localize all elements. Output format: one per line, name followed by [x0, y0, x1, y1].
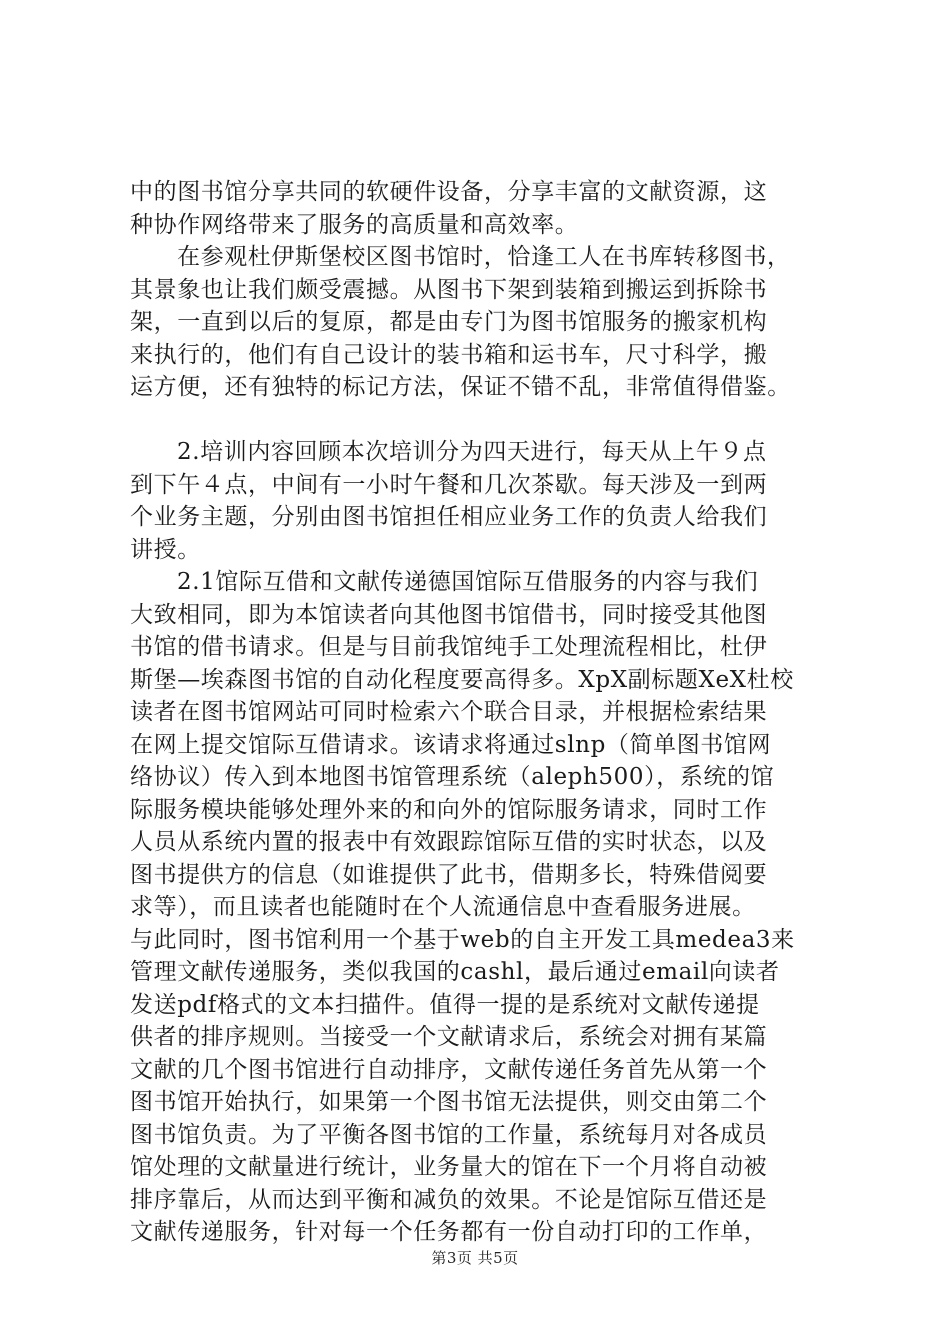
text-line: 斯堡—埃森图书馆的自动化程度要高得多。XpX副标题XeX杜校	[130, 666, 794, 693]
text-line: 际服务模块能够处理外来的和向外的馆际服务请求，同时工作	[130, 796, 768, 823]
paragraph-start-line: 在参观杜伊斯堡校区图书馆时，恰逢工人在书库转移图书，	[177, 244, 791, 270]
text-line: 其景象也让我们颇受震撼。从图书下架到装箱到搬运到拆除书	[130, 276, 768, 303]
text-line: 馆处理的文献量进行统计，业务量大的馆在下一个月将自动被	[130, 1154, 768, 1180]
text-line: 讲授。	[130, 536, 201, 563]
text-line: 图书馆负责。为了平衡各图书馆的工作量，系统每月对各成员	[130, 1121, 768, 1148]
text-line: 与此同时，图书馆利用一个基于web的自主开发工具medea3来	[130, 926, 795, 953]
section-heading-line: 2.培训内容回顾本次培训分为四天进行，每天从上午９点	[177, 439, 767, 465]
text-line: 书馆的借书请求。但是与目前我馆纯手工处理流程相比，杜伊	[130, 634, 768, 660]
subsection-heading-line: 2.1馆际互借和文献传递德国馆际互借服务的内容与我们	[177, 569, 759, 595]
document-body	[130, 176, 830, 1249]
text-line: 发送pdf格式的文本扫描件。值得一提的是系统对文献传递提	[130, 991, 760, 1018]
text-line: 运方便，还有独特的标记方法，保证不错不乱，非常值得借鉴。	[130, 374, 791, 400]
text-line: 供者的排序规则。当接受一个文献请求后，系统会对拥有某篇	[130, 1024, 768, 1050]
text-line: 种协作网络带来了服务的高质量和高效率。	[130, 211, 579, 238]
text-line: 到下午４点，中间有一小时午餐和几次茶歇。每天涉及一到两	[130, 471, 768, 498]
text-line: 文献的几个图书馆进行自动排序，文献传递任务首先从第一个	[130, 1056, 768, 1083]
page-number-footer: 第3页 共5页	[431, 1249, 519, 1267]
text-line: 来执行的，他们有自己设计的装书箱和运书车，尺寸科学，搬	[130, 341, 768, 368]
text-line: 人员从系统内置的报表中有效跟踪馆际互借的实时状态，以及	[130, 829, 768, 855]
text-line: 文献传递服务，针对每一个任务都有一份自动打印的工作单，	[130, 1219, 768, 1245]
text-line: 求等），而且读者也能随时在个人流通信息中查看服务进展。	[130, 894, 756, 920]
text-line: 管理文献传递服务，类似我国的cashl，最后通过email向读者	[130, 959, 780, 985]
text-line: 图书馆开始执行，如果第一个图书馆无法提供，则交由第二个	[130, 1089, 768, 1115]
text-line: 排序靠后，从而达到平衡和减负的效果。不论是馆际互借还是	[130, 1186, 768, 1213]
text-line: 读者在图书馆网站可同时检索六个联合目录，并根据检索结果	[130, 699, 768, 725]
text-line: 图书提供方的信息（如谁提供了此书，借期多长，特殊借阅要	[130, 861, 768, 888]
paragraph-gap	[130, 404, 830, 437]
text-line: 络协议）传入到本地图书馆管理系统（aleph500），系统的馆	[130, 764, 775, 790]
text-line: 个业务主题，分别由图书馆担任相应业务工作的负责人给我们	[130, 504, 768, 530]
text-line: 在网上提交馆际互借请求。该请求将通过slnp（简单图书馆网	[130, 731, 772, 758]
text-line: 架，一直到以后的复原，都是由专门为图书馆服务的搬家机构	[130, 309, 768, 335]
text-line: 中的图书馆分享共同的软硬件设备，分享丰富的文献资源，这	[130, 179, 768, 205]
text-line: 大致相同，即为本馆读者向其他图书馆借书，同时接受其他图	[130, 601, 768, 628]
